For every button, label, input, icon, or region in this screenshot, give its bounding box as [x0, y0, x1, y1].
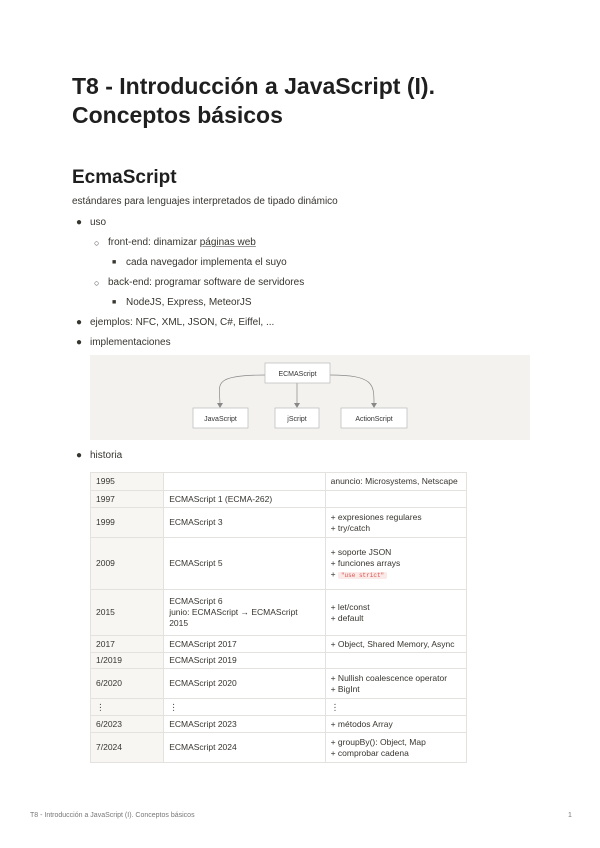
table-row	[91, 653, 467, 669]
bullet-disc-icon: ●	[76, 450, 83, 461]
version-cell	[164, 508, 325, 538]
use-strict-code: "use strict"	[338, 572, 387, 579]
version-cell	[164, 669, 325, 699]
table-row	[91, 669, 467, 699]
table-row	[91, 590, 467, 636]
table-row	[91, 473, 467, 491]
note-text: + métodos Array	[330, 718, 393, 729]
intro-text: estándares para lenguajes interpretados de tipado dinámico	[72, 196, 338, 207]
note-line	[331, 523, 461, 534]
version-line: ⋮	[169, 701, 178, 712]
year-cell: 1997	[91, 491, 164, 508]
note-text: +	[330, 568, 338, 579]
note-text: + expresiones regulares	[330, 511, 422, 522]
version-line: ECMAScript 2019	[169, 655, 237, 665]
diagram-root-label: ECMAScript	[278, 371, 317, 378]
table-row	[91, 716, 467, 733]
notes-cell	[325, 491, 466, 508]
page-title	[72, 72, 532, 130]
diagram-arrow	[219, 375, 265, 405]
list-item: ● implementaciones	[72, 333, 532, 353]
notes-cell	[325, 473, 466, 491]
bullet-square-icon: ■	[112, 259, 117, 266]
page-title-line-2: Conceptos básicos	[72, 102, 283, 128]
note-line	[331, 639, 461, 650]
version-cell	[164, 538, 325, 590]
note-line	[331, 719, 461, 730]
table-row	[91, 733, 467, 763]
implementations-diagram	[90, 355, 530, 440]
note-line	[331, 613, 461, 624]
note-line	[331, 558, 461, 569]
list-item: ■ cada navegador implementa el suyo	[72, 253, 532, 273]
version-line: junio: ECMAScript → ECMAScript	[169, 607, 298, 617]
history-table-body	[91, 473, 467, 763]
note-text: + groupBy(): Object, Map	[330, 736, 426, 747]
version-cell	[164, 733, 325, 763]
arrowhead-icon	[217, 403, 223, 408]
diagram-svg	[90, 355, 530, 440]
version-line: ECMAScript 3	[169, 517, 223, 527]
note-line	[331, 737, 461, 748]
note-line	[331, 547, 461, 558]
note-line	[331, 512, 461, 523]
note-line	[331, 569, 461, 581]
note-text: + BigInt	[330, 683, 360, 694]
version-cell	[164, 473, 325, 491]
bullet-square-icon: ■	[112, 299, 117, 306]
version-cell	[164, 636, 325, 653]
note-line	[331, 702, 461, 713]
note-line	[331, 673, 461, 684]
bullet-disc-icon: ●	[76, 317, 83, 328]
note-text: ⋮	[330, 701, 340, 712]
version-line: ECMAScript 2024	[169, 742, 237, 752]
year-cell: 2015	[91, 590, 164, 636]
version-line: ECMAScript 6	[169, 596, 223, 606]
year-cell: 7/2024	[91, 733, 164, 763]
year-cell: ⋮	[91, 699, 164, 716]
year-cell: 2009	[91, 538, 164, 590]
note-text: anuncio: Microsystems, Netscape	[330, 476, 458, 486]
year-cell: 1/2019	[91, 653, 164, 669]
version-line: 2015	[169, 618, 189, 628]
notes-cell	[325, 508, 466, 538]
notes-cell	[325, 716, 466, 733]
note-text: + Object, Shared Memory, Async	[330, 638, 455, 649]
note-line	[331, 748, 461, 759]
arrowhead-icon	[371, 403, 377, 408]
list-item: ○ back-end: programar software de servidores	[72, 273, 532, 293]
year-cell: 1995	[91, 473, 164, 491]
list-item: ● ejemplos: NFC, XML, JSON, C#, Eiffel, ...	[72, 313, 532, 333]
bullet-disc-icon: ●	[76, 217, 83, 228]
diagram-arrow	[330, 375, 374, 405]
note-text: + soporte JSON	[330, 546, 392, 557]
note-line	[331, 476, 461, 487]
year-cell: 6/2023	[91, 716, 164, 733]
bullet-list	[72, 213, 532, 353]
version-line: ECMAScript 2017	[169, 638, 237, 649]
note-text: + comprobar cadena	[330, 747, 409, 758]
list-item	[72, 233, 532, 253]
version-cell	[164, 491, 325, 508]
note-text: + try/catch	[330, 522, 371, 533]
list-item: ● historia	[72, 446, 272, 466]
history-table	[90, 472, 467, 763]
table-row	[91, 636, 467, 653]
version-cell	[164, 699, 325, 716]
notes-cell	[325, 590, 466, 636]
note-line	[331, 684, 461, 695]
diagram-child-label: JavaScript	[204, 416, 237, 423]
year-cell: 6/2020	[91, 669, 164, 699]
note-text: + funciones arrays	[330, 557, 401, 568]
table-row	[91, 491, 467, 508]
version-cell	[164, 590, 325, 636]
note-text: + let/const	[330, 601, 370, 612]
version-line: ECMAScript 2023	[169, 718, 237, 729]
notes-cell	[325, 538, 466, 590]
diagram-child-label: jScript	[287, 416, 307, 423]
section-heading: EcmaScript	[72, 167, 177, 188]
table-row	[91, 508, 467, 538]
table-row	[91, 699, 467, 716]
web-pages-link[interactable]: páginas web	[199, 237, 256, 248]
year-cell: 1999	[91, 508, 164, 538]
frontend-text: front-end: dinamizar	[108, 237, 200, 248]
bullet-disc-icon: ●	[76, 337, 83, 348]
version-line: ECMAScript 2020	[169, 678, 237, 688]
note-text: + Nullish coalescence operator	[330, 672, 448, 683]
notes-cell	[325, 636, 466, 653]
year-cell: 2017	[91, 636, 164, 653]
version-cell	[164, 653, 325, 669]
diagram-child-label: ActionScript	[355, 416, 393, 423]
version-line: ECMAScript 1 (ECMA-262)	[169, 493, 273, 504]
notes-cell	[325, 699, 466, 716]
footer-title: T8 - Introducción a JavaScript (I). Conceptos básicos	[30, 812, 195, 819]
bullet-circle-icon: ○	[94, 278, 100, 288]
notes-cell	[325, 669, 466, 699]
bullet-circle-icon: ○	[94, 238, 100, 248]
list-item: ■ NodeJS, Express, MeteorJS	[72, 293, 532, 313]
version-line: ECMAScript 5	[169, 558, 223, 568]
page-number: 1	[568, 812, 572, 819]
note-line	[331, 602, 461, 613]
notes-cell	[325, 733, 466, 763]
version-cell	[164, 716, 325, 733]
page-title-line-1: T8 - Introducción a JavaScript (I).	[72, 73, 435, 99]
arrowhead-icon	[294, 403, 300, 408]
list-item: ● uso	[72, 213, 532, 233]
notes-cell	[325, 653, 466, 669]
table-row	[91, 538, 467, 590]
note-text: + default	[330, 612, 364, 623]
